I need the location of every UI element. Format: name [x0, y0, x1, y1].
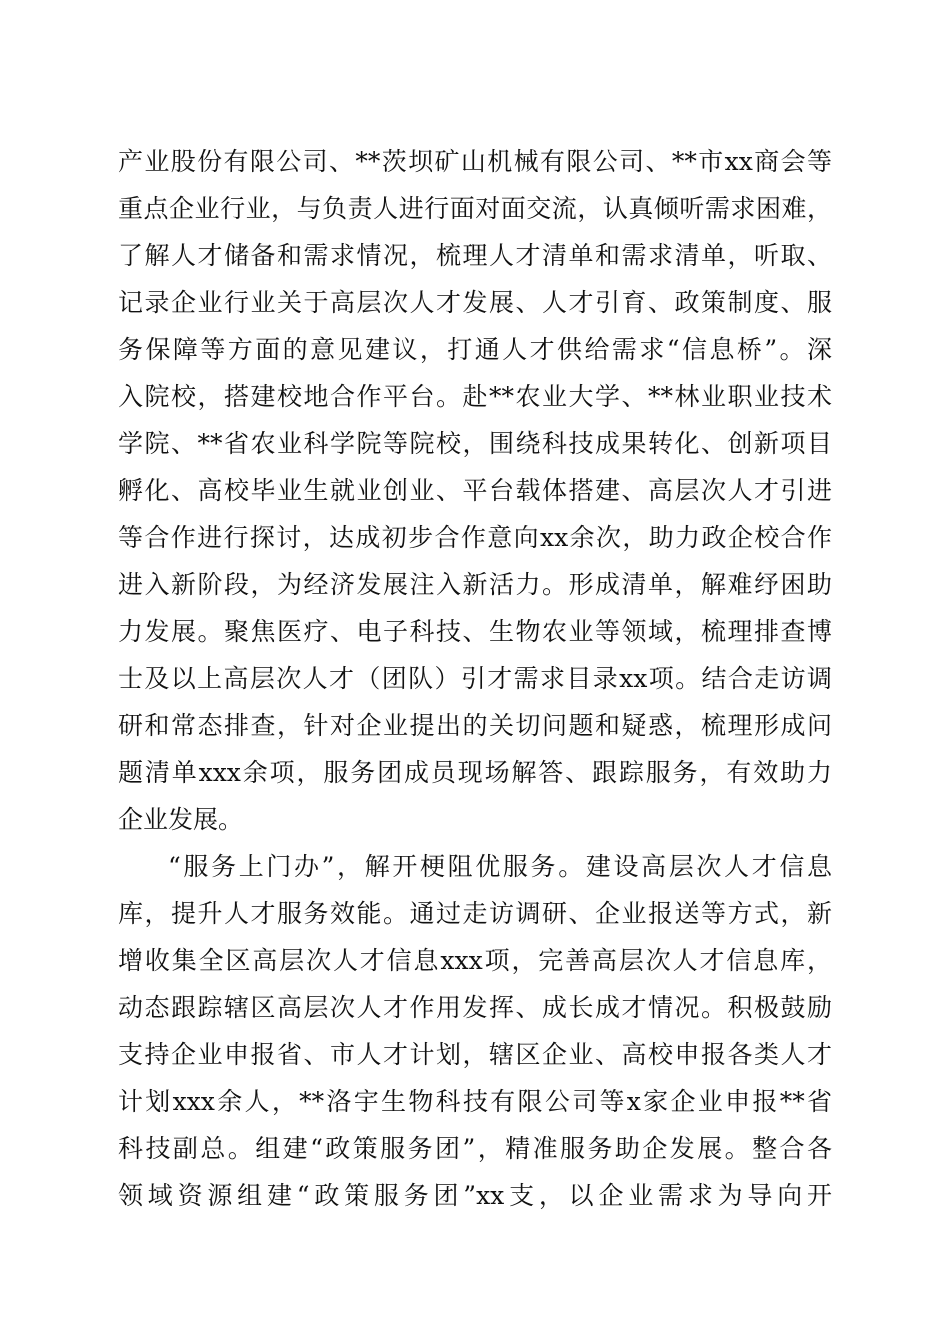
text-line: 重点企业行业，与负责人进行面对面交流，认真倾听需求困难， [118, 194, 832, 223]
text-line: 记录企业行业关于高层次人才发展、人才引育、政策制度、服 [118, 288, 832, 317]
text-line: 领域资源组建“政策服务团”xx支，以企业需求为导向开 [118, 1181, 832, 1210]
text-line: 等合作进行探讨，达成初步合作意向xx余次，助力政企校合作 [118, 523, 832, 552]
text-line: 力发展。聚焦医疗、电子科技、生物农业等领域，梳理排查博 [118, 617, 832, 646]
text-line: 士及以上高层次人才（团队）引才需求目录xx项。结合走访调 [118, 664, 832, 693]
text-line: 题清单xxx余项，服务团成员现场解答、跟踪服务，有效助力 [118, 758, 832, 787]
text-line: 科技副总。组建“政策服务团”，精准服务助企发展。整合各 [118, 1134, 832, 1163]
text-line: 产业股份有限公司、**茨坝矿山机械有限公司、**市xx商会等 [118, 147, 832, 176]
text-line: 支持企业申报省、市人才计划，辖区企业、高校申报各类人才 [118, 1040, 832, 1069]
text-line: 学院、**省农业科学院等院校，围绕科技成果转化、创新项目 [118, 429, 832, 458]
text-line: 库，提升人才服务效能。通过走访调研、企业报送等方式，新 [118, 899, 832, 928]
text-line: 孵化、高校毕业生就业创业、平台载体搭建、高层次人才引进 [118, 476, 832, 505]
text-line: 了解人才储备和需求情况，梳理人才清单和需求清单，听取、 [118, 241, 832, 270]
text-line: 动态跟踪辖区高层次人才作用发挥、成长成才情况。积极鼓励 [118, 993, 832, 1022]
text-line: 计划xxx余人，**洛宇生物科技有限公司等x家企业申报**省 [118, 1087, 832, 1116]
text-line: 进入新阶段，为经济发展注入新活力。形成清单，解难纾困助 [118, 570, 832, 599]
text-line: 务保障等方面的意见建议，打通人才供给需求“信息桥”。深 [118, 335, 832, 364]
text-line: 企业发展。 [118, 805, 244, 834]
paragraph-first-line: “服务上门办”，解开梗阻优服务。建设高层次人才信息 [168, 852, 832, 881]
text-line: 入院校，搭建校地合作平台。赴**农业大学、**林业职业技术 [118, 382, 832, 411]
text-line: 增收集全区高层次人才信息xxx项，完善高层次人才信息库， [118, 946, 832, 975]
text-line: 研和常态排查，针对企业提出的关切问题和疑惑，梳理形成问 [118, 711, 832, 740]
